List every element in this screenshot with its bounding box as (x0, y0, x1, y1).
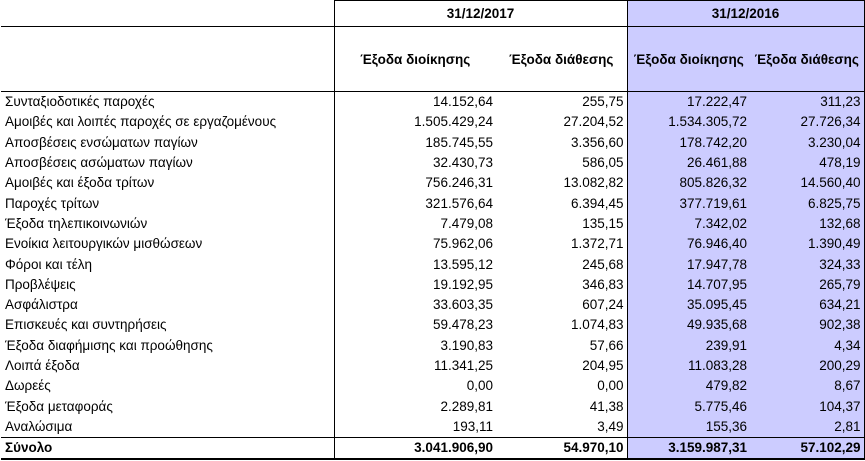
row-label: Αποσβέσεις ενσώματων παγίων (5, 134, 198, 150)
total-admin-2016: 3.159.987,31 (627, 438, 750, 460)
table-row (1, 254, 864, 274)
row-label: Λοιπά έξοδα (5, 358, 80, 373)
row-label: Φόροι και τέλη (5, 256, 92, 272)
row-label: Παροχές τρίτων (5, 195, 100, 211)
row-dist-2016: 2,81 (750, 417, 864, 438)
row-dist-2017: 1.372,71 (570, 236, 624, 252)
row-dist-2016: 3.230,04 (750, 133, 864, 153)
row-dist-2016: 27.726,34 (750, 112, 864, 132)
table-row (1, 275, 864, 295)
row-admin-2016: 76.946,40 (627, 234, 750, 254)
table-row (1, 92, 864, 113)
row-dist-2016: 104,37 (750, 396, 864, 416)
row-admin-2017: 185.745,55 (334, 133, 496, 153)
row-admin-2017: 1.505.429,24 (334, 112, 496, 132)
row-label: Αποσβέσεις ασώματων παγίων (5, 155, 193, 171)
table-row (1, 396, 864, 416)
row-dist-2016: 8,67 (750, 376, 864, 396)
row-admin-2017: 13.595,12 (334, 254, 496, 274)
row-dist-2017: 41,38 (589, 398, 624, 414)
row-admin-2016: 239,91 (627, 336, 750, 356)
row-dist-2016: 324,33 (750, 254, 864, 274)
row-admin-2016: 178.742,20 (627, 133, 750, 153)
row-dist-2017: 245,68 (582, 256, 624, 272)
row-admin-2016: 1.534.305,72 (627, 112, 750, 132)
row-dist-2017: 3.356,60 (570, 134, 624, 150)
expense-table (1, 0, 865, 460)
row-admin-2017: 3.190,83 (334, 336, 496, 356)
row-admin-2017: 7.479,08 (334, 214, 496, 234)
row-dist-2016: 902,38 (750, 315, 864, 335)
period-header-row (1, 1, 864, 27)
row-label: Έξοδα τηλεπικοινωνιών (5, 215, 148, 231)
row-dist-2017: 0,00 (597, 378, 624, 394)
column-header-row (1, 27, 864, 92)
table-row (1, 193, 864, 213)
col-dist-2016: Έξοδα διάθεσης (750, 27, 864, 92)
table-row (1, 133, 864, 153)
col-admin-2016: Έξοδα διοίκησης (627, 27, 750, 92)
row-label: Αμοιβές και έξοδα τρίτων (5, 175, 155, 191)
col-admin-2017: Έξοδα διοίκησης (334, 27, 496, 92)
row-admin-2017: 59.478,23 (334, 315, 496, 335)
row-admin-2017: 0,00 (334, 376, 496, 396)
row-admin-2016: 5.775,46 (627, 396, 750, 416)
col-dist-2017: Έξοδα διάθεσης (496, 27, 627, 92)
row-label: Αμοιβές και λοιπές παροχές σε εργαζομένους (5, 114, 277, 130)
row-admin-2017: 11.341,25 (334, 356, 496, 376)
row-dist-2017: 6.394,45 (570, 195, 624, 211)
total-admin-2017: 3.041.906,90 (334, 438, 496, 460)
row-dist-2016: 132,68 (750, 214, 864, 234)
row-label: Δωρεές (5, 378, 51, 394)
row-admin-2017: 756.246,31 (334, 173, 496, 193)
row-dist-2017: 27.204,52 (563, 114, 624, 130)
row-admin-2017: 75.962,06 (334, 234, 496, 254)
row-label: Έξοδα διαφήμισης και προώθησης (5, 337, 213, 353)
row-dist-2017: 3,49 (597, 418, 624, 434)
row-dist-2016: 311,23 (750, 92, 864, 113)
row-label: Συνταξιοδοτικές παροχές (5, 94, 155, 110)
table-row (1, 153, 864, 173)
row-dist-2016: 478,19 (750, 153, 864, 173)
row-dist-2016: 634,21 (750, 295, 864, 315)
row-admin-2016: 17.222,47 (627, 92, 750, 113)
row-dist-2017: 57,66 (589, 337, 624, 353)
row-dist-2016: 265,79 (750, 275, 864, 295)
table-row (1, 112, 864, 132)
row-label: Ενοίκια λειτουργικών μισθώσεων (5, 236, 203, 252)
row-admin-2017: 32.430,73 (334, 153, 496, 173)
row-label: Επισκευές και συντηρήσεις (5, 317, 167, 333)
table-row (1, 336, 864, 356)
table-row (1, 173, 864, 193)
row-dist-2016: 6.825,75 (750, 193, 864, 213)
row-admin-2016: 49.935,68 (627, 315, 750, 335)
table-row (1, 315, 864, 335)
row-admin-2016: 14.707,95 (627, 275, 750, 295)
row-dist-2016: 1.390,49 (750, 234, 864, 254)
period-2016-header: 31/12/2016 (627, 1, 864, 27)
table-row (1, 376, 864, 396)
row-dist-2017: 255,75 (582, 94, 624, 110)
total-dist-2017: 54.970,10 (496, 438, 627, 460)
table-row (1, 417, 864, 438)
row-label: Ασφάλιστρα (5, 297, 78, 313)
total-row (1, 438, 864, 460)
row-admin-2016: 17.947,78 (627, 254, 750, 274)
header-blank-cell (1, 1, 334, 27)
total-dist-2016: 57.102,29 (750, 438, 864, 460)
row-admin-2016: 805.826,32 (627, 173, 750, 193)
row-admin-2017: 19.192,95 (334, 275, 496, 295)
period-2017-header: 31/12/2017 (334, 1, 627, 27)
row-label: Έξοδα μεταφοράς (5, 398, 113, 414)
row-admin-2016: 11.083,28 (627, 356, 750, 376)
table-row (1, 234, 864, 254)
header-blank-cell-2 (1, 27, 334, 92)
table-row (1, 214, 864, 234)
row-admin-2016: 35.095,45 (627, 295, 750, 315)
table-row (1, 356, 864, 376)
row-dist-2017: 135,15 (582, 215, 624, 231)
row-dist-2017: 204,95 (582, 358, 624, 373)
table-row (1, 295, 864, 315)
row-admin-2016: 26.461,88 (627, 153, 750, 173)
row-dist-2017: 607,24 (582, 297, 624, 313)
row-admin-2017: 321.576,64 (334, 193, 496, 213)
row-admin-2016: 479,82 (627, 376, 750, 396)
row-dist-2016: 200,29 (750, 356, 864, 376)
row-admin-2016: 377.719,61 (627, 193, 750, 213)
row-admin-2017: 33.603,35 (334, 295, 496, 315)
row-admin-2016: 155,36 (627, 417, 750, 438)
row-admin-2016: 7.342,02 (627, 214, 750, 234)
total-label: Σύνολο (1, 438, 334, 460)
row-dist-2017: 13.082,82 (563, 175, 624, 191)
row-dist-2017: 586,05 (582, 155, 624, 171)
row-label: Προβλέψεις (5, 276, 76, 292)
row-dist-2017: 1.074,83 (570, 317, 624, 333)
row-admin-2017: 14.152,64 (334, 92, 496, 113)
row-admin-2017: 193,11 (334, 417, 496, 438)
table-body (1, 92, 864, 438)
row-label: Αναλώσιμα (5, 418, 73, 434)
row-dist-2017: 346,83 (582, 276, 624, 292)
row-dist-2016: 14.560,40 (750, 173, 864, 193)
row-admin-2017: 2.289,81 (334, 396, 496, 416)
row-dist-2016: 4,34 (750, 336, 864, 356)
